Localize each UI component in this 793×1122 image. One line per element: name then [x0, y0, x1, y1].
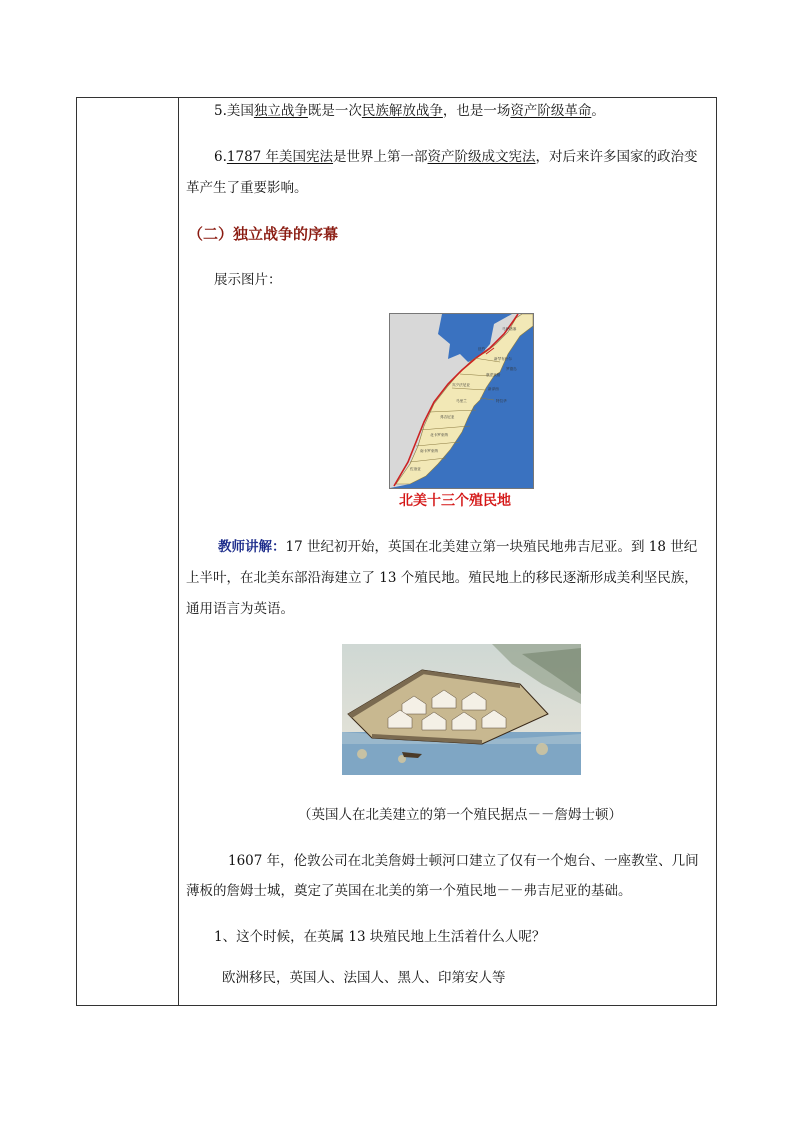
map-label: 罗德岛 [506, 367, 517, 371]
item-6-line-1: 6.1787 年美国宪法是世界上第一部资产阶级成文宪法，对后来许多国家的政治变 [214, 149, 698, 165]
answer-1: 欧洲移民，英国人、法国人、黑人、印第安人等 [222, 970, 506, 986]
teacher-line-1: 教师讲解：17 世纪初开始，英国在北美建立第一块殖民地弗吉尼亚。到 18 世纪 [218, 539, 698, 555]
map-label: 纽约 [478, 347, 486, 351]
show-pictures-label: 展示图片： [214, 272, 282, 288]
map-label: 北卡罗来纳 [430, 433, 448, 437]
fort-caption: （英国人在北美建立的第一个殖民据点－－詹姆士顿） [298, 807, 622, 823]
map-label: 康涅狄格 [486, 373, 501, 377]
item-5: 5.美国独立战争既是一次民族解放战争，也是一场资产阶级革命。 [214, 103, 605, 119]
map-label: 弗吉尼亚 [440, 415, 455, 419]
thirteen-colonies-map [389, 313, 534, 489]
teacher-line-2: 上半叶，在北美东部沿海建立了 13 个殖民地。殖民地上的移民逐渐形成美利坚民族， [186, 570, 698, 586]
item-6-line-2: 革产生了重要影响。 [186, 180, 308, 196]
map-label: 新罕布什尔 [494, 357, 512, 361]
teacher-label: 教师讲解： [218, 539, 286, 555]
jamestown-fort-image [342, 644, 581, 775]
map-label: 马萨诸塞 [502, 327, 517, 331]
map-label: 特拉华 [496, 399, 507, 403]
map-label: 佐治亚 [410, 467, 421, 471]
section-heading: （二）独立战争的序幕 [188, 225, 339, 243]
column-divider [178, 97, 179, 1006]
map-label: 南卡罗来纳 [420, 449, 438, 453]
map-label: 马里兰 [456, 399, 467, 403]
map-caption: 北美十三个殖民地 [399, 493, 511, 509]
teacher-line-3: 通用语言为英语。 [186, 601, 294, 617]
para-1607-line-1: 1607 年，伦敦公司在北美詹姆士顿河口建立了仅有一个炮台、一座教堂、几间 [228, 853, 699, 869]
question-1: 1、这个时候，在英属 13 块殖民地上生活着什么人呢？ [214, 929, 546, 945]
map-label: 宾夕法尼亚 [452, 383, 470, 387]
map-label: 新泽西 [488, 387, 499, 391]
para-1607-line-2: 薄板的詹姆士城，奠定了英国在北美的第一个殖民地－－弗吉尼亚的基础。 [186, 883, 632, 899]
